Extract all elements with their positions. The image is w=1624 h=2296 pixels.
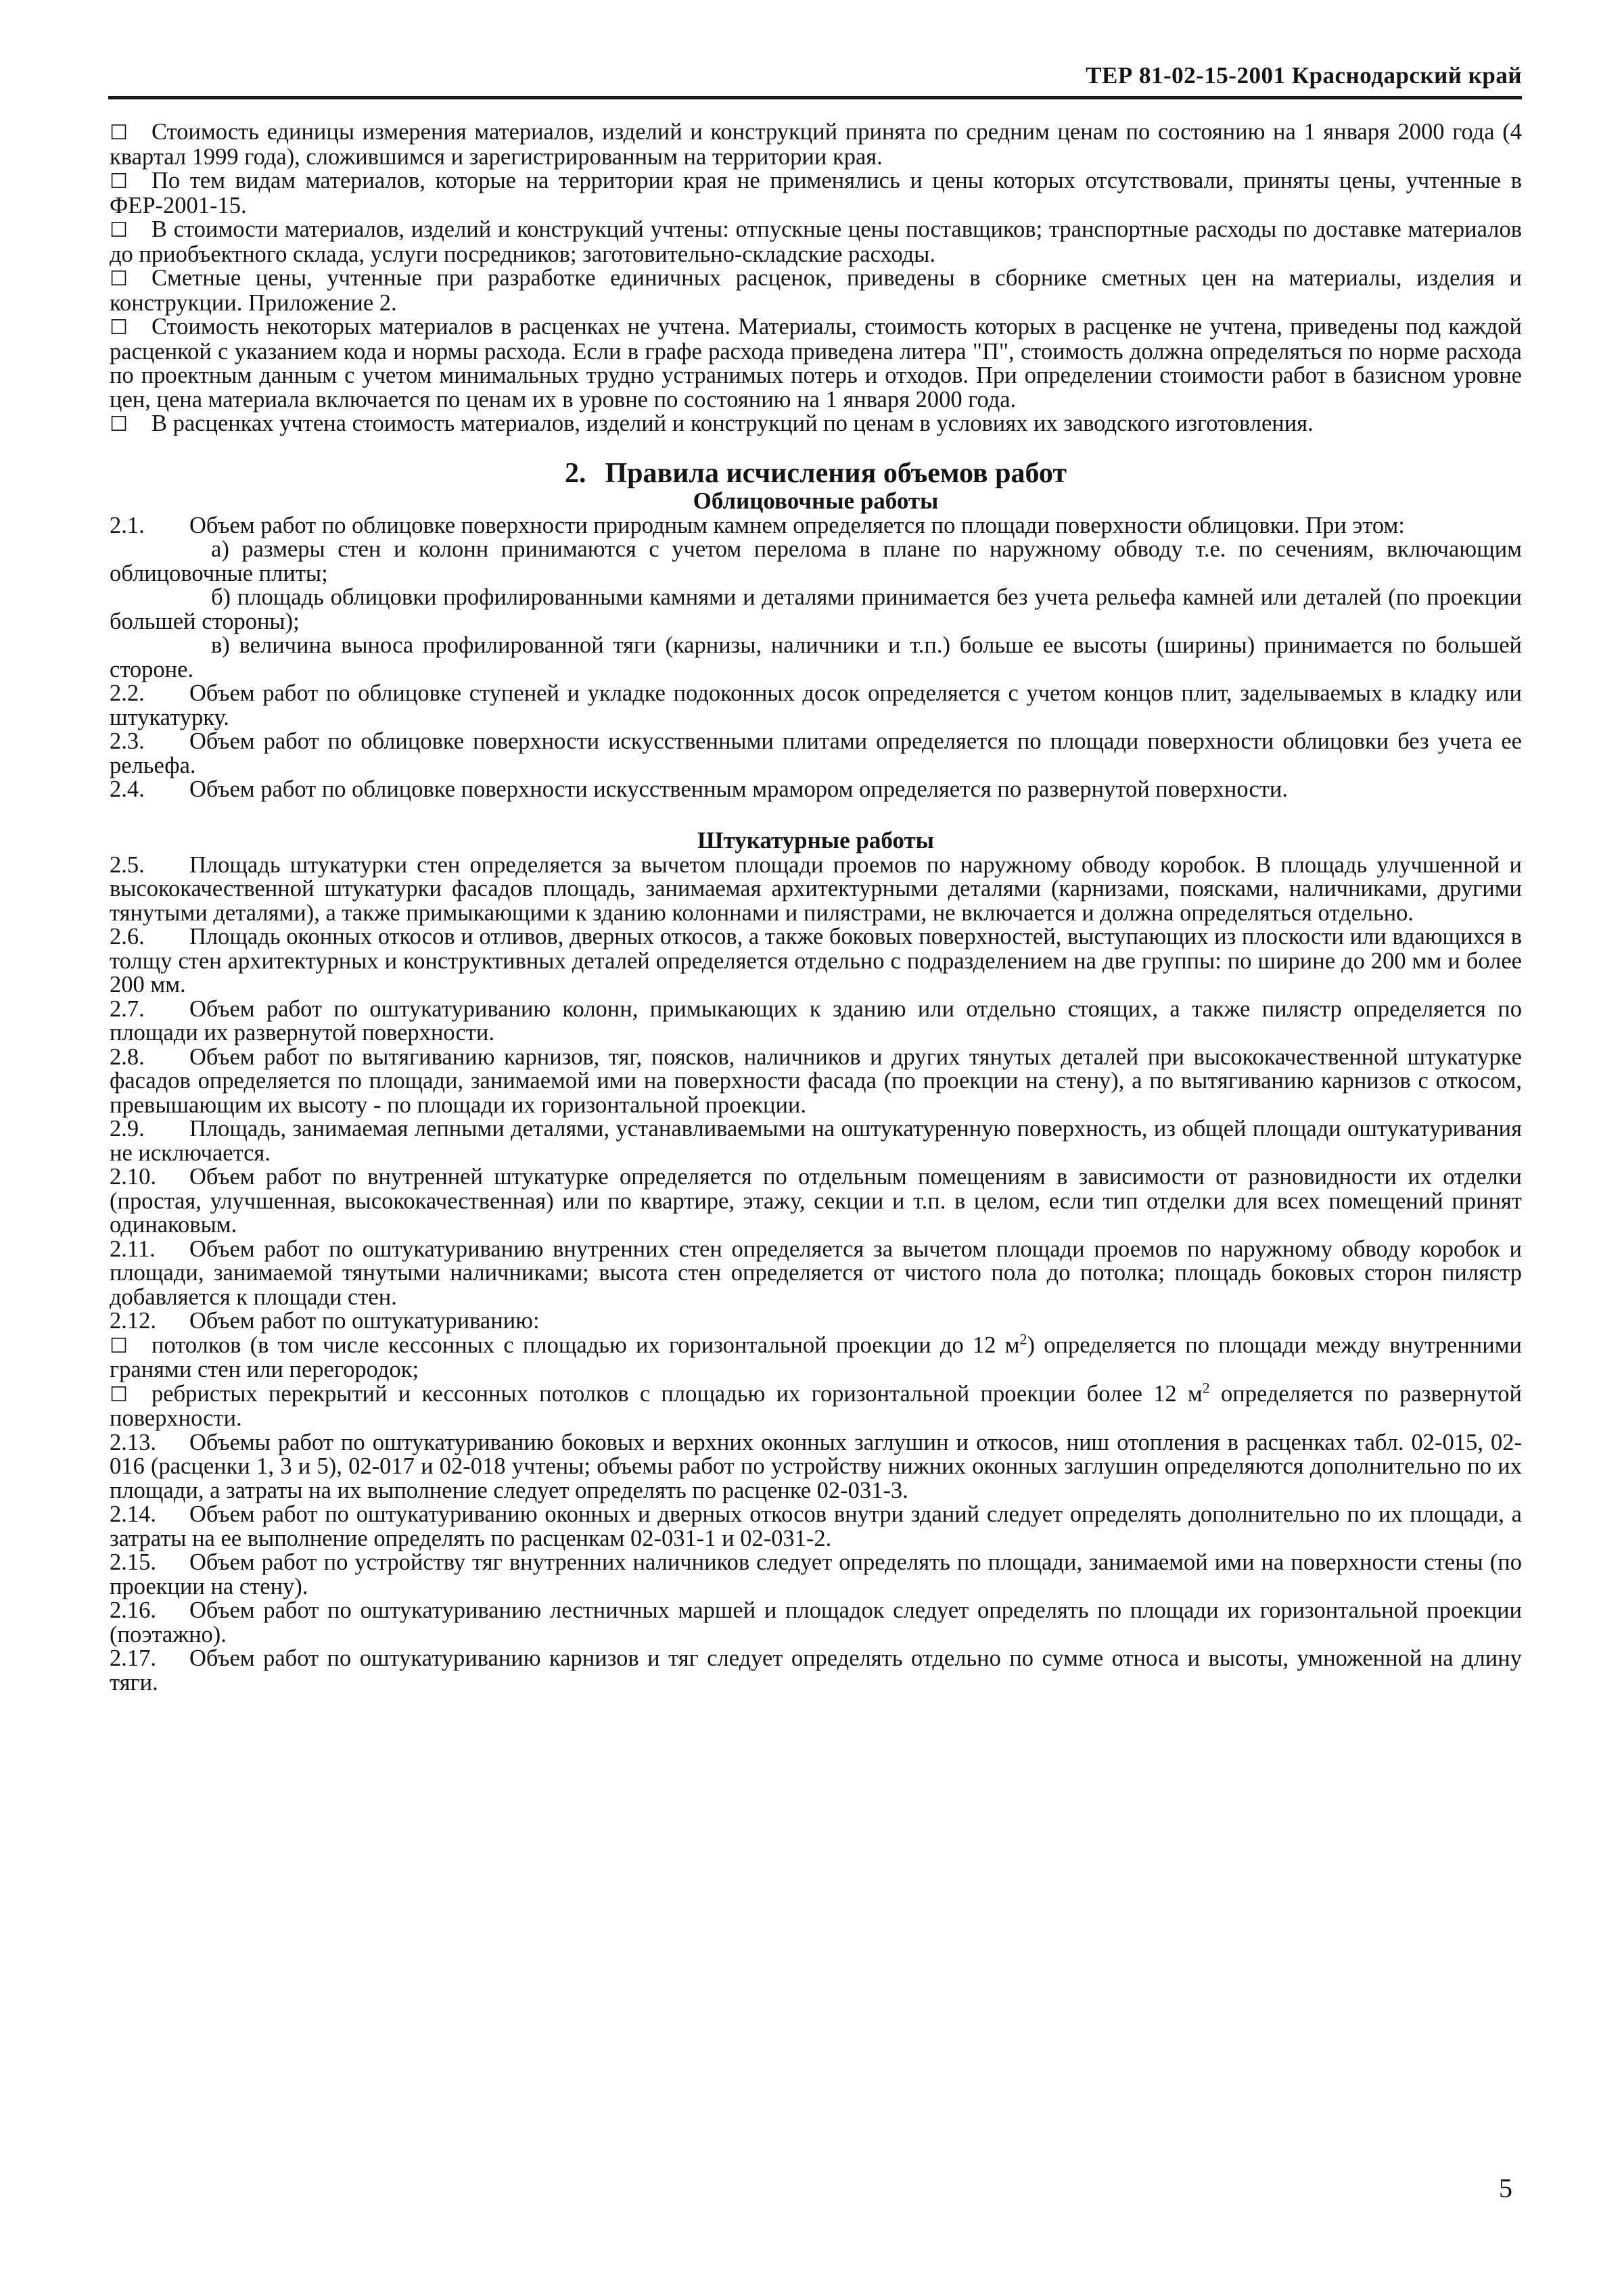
list-subitem: б) площадь облицовки профилированными камнями и деталями принимается без учета рельефа камней или деталей (по проекции большей стороны);	[110, 584, 1522, 634]
bullet-paragraph	[110, 169, 1522, 218]
bullet-text-after: ) определяется по площади между внутренними гранями стен или перегородок;	[110, 1332, 1522, 1382]
numbered-paragraph	[110, 925, 1522, 998]
numbered-paragraph	[110, 730, 1522, 778]
bullet-paragraph	[110, 412, 1522, 437]
paragraph-number: 2.13.	[110, 1429, 156, 1455]
bullet-text-before: ребристых перекрытий и кессонных потолков с площадью их горизонтальной проекции более 12 м	[152, 1380, 1203, 1407]
paragraph-text: Объем работ по оштукатуриванию:	[189, 1308, 540, 1334]
checkbox-bullet-icon: ☐	[110, 413, 128, 436]
bullet-text: По тем видам материалов, которые на территории края не применялись и цены которых отсутствовали, приняты цены, учтенные в ФЕР-2001-15.	[110, 168, 1522, 218]
paragraph-number: 2.8.	[110, 1044, 145, 1070]
numbered-paragraph	[110, 514, 1522, 538]
paragraph-number: 2.14.	[110, 1501, 156, 1527]
bullet-paragraph	[110, 315, 1522, 412]
bullet-paragraph	[110, 218, 1522, 266]
numbered-paragraph	[110, 1599, 1522, 1647]
bullet-paragraph	[110, 1379, 1522, 1431]
numbered-paragraph	[110, 1431, 1522, 1503]
checkbox-bullet-icon: ☐	[110, 267, 128, 291]
bullet-paragraph	[110, 1330, 1522, 1382]
paragraph-text: Объем работ по облицовке ступеней и укладке подоконных досок определяется с учетом концов плит, заделываемых в кладку или штукатурку.	[110, 680, 1522, 730]
page-body	[110, 120, 1522, 1695]
numbered-paragraph	[110, 1503, 1522, 1551]
numbered-paragraph	[110, 1165, 1522, 1238]
bullet-text: Стоимость единицы измерения материалов, изделий и конструкций принята по средним ценам по состоянию на 1 января 2000 года (4 квартал 1999 года), сложившимся и зарегистрированным на территории края.	[110, 119, 1522, 170]
bullet-text: В стоимости материалов, изделий и конструкций учтены: отпускные цены поставщиков; транспортные расходы по доставке материалов до приобъектного склада, услуги посредников; заготовительно-складские расходы.	[110, 216, 1522, 267]
numbered-paragraph	[110, 1117, 1522, 1165]
paragraph-text: Объем работ по оштукатуриванию карнизов и тяг следует определять отдельно по сумме относа и высоты, умноженной на длину тяги.	[110, 1645, 1522, 1695]
paragraph-text: Объем работ по оштукатуриванию внутренних стен определяется за вычетом площади проемов по наружному обводу коробок и площади, занимаемой тянутыми наличниками; высота стен определяется от чистого пола до потолка; площадь боковых сторон пилястр добавляется к площади стен.	[110, 1236, 1522, 1310]
section-heading	[110, 459, 1522, 488]
section-title: Правила исчисления объемов работ	[605, 457, 1067, 489]
paragraph-number: 2.17.	[110, 1645, 156, 1671]
paragraph-number: 2.7.	[110, 995, 145, 1022]
paragraph-text: Объем работ по внутренней штукатурке определяется по отдельным помещениям в зависимости от разновидности их отделки (простая, улучшенная, высококачественная) или по квартире, этажу, секции и т.п. в целом, если тип отделки для всех помещений принят одинаковым.	[110, 1164, 1522, 1238]
paragraph-number: 2.2.	[110, 680, 145, 706]
subsection-heading-plastering: Штукатурные работы	[697, 826, 934, 853]
page-number: 5	[1499, 2173, 1512, 2203]
bullet-text-before: потолков (в том числе кессонных с площадью их горизонтальной проекции до 12 м	[152, 1332, 1020, 1358]
paragraph-number: 2.5.	[110, 851, 145, 878]
paragraph-text: Площадь, занимаемая лепными деталями, устанавливаемыми на оштукатуренную поверхность, из общей площади оштукатуривания не исключается.	[110, 1116, 1522, 1166]
paragraph-number: 2.3.	[110, 728, 145, 754]
bullet-text: Стоимость некоторых материалов в расценках не учтена. Материалы, стоимость которых в расценке не учтена, приведены под каждой расценкой с указанием кода и нормы расхода. Если в графе расхода приведена литера "П", стоимость должна определяться по норме расхода по проектным данным с учетом минимальных трудно устранимых потерь и отходов. При определении стоимости работ в базисном уровне цен, цена материала включается по ценам их в уровне по состоянию на 1 января 2000 года.	[110, 314, 1522, 413]
numbered-paragraph	[110, 1647, 1522, 1695]
checkbox-bullet-icon: ☐	[110, 316, 128, 339]
checkbox-bullet-icon: ☐	[110, 170, 128, 193]
running-title: ТЕР 81-02-15-2001 Краснодарский край	[1086, 62, 1522, 89]
bullet-paragraph	[110, 120, 1522, 169]
paragraph-number: 2.12.	[110, 1308, 156, 1334]
paragraph-number: 2.11.	[110, 1236, 156, 1262]
paragraph-number: 2.1.	[110, 512, 145, 538]
bullet-text-after: определяется по развернутой поверхности.	[110, 1380, 1522, 1431]
paragraph-text: Объем работ по оштукатуриванию колонн, примыкающих к зданию или отдельно стоящих, а также пилястр определяется по площади их развернутой поверхности.	[110, 995, 1522, 1046]
numbered-paragraph	[110, 682, 1522, 730]
superscript: 2	[1202, 1379, 1210, 1396]
paragraph-text: Объем работ по вытягиванию карнизов, тяг, поясков, наличников и других тянутых деталей при высококачественной штукатурке фасадов определяется по площади, занимаемой ими на поверхности фасада (по проекции на стену), а по вытягиванию карнизов с откосом, превышающим их высоту - по площади их горизонтальной проекции.	[110, 1044, 1522, 1118]
numbered-paragraph	[110, 1309, 1522, 1334]
list-subitem: а) размеры стен и колонн принимаются с учетом перелома в плане по наружному обводу т.е. по сечениям, включающим облицовочные плиты;	[110, 536, 1522, 586]
paragraph-number: 2.10.	[110, 1164, 156, 1190]
paragraph-text: Объемы работ по оштукатуриванию боковых и верхних оконных заглушин и откосов, ниш отопления в расценках табл. 02-015, 02-016 (расценки 1, 3 и 5), 02-017 и 02-018 учтены; объемы работ по устройству нижних оконных заглушин определяются дополнительно по их площади, а затраты на их выполнение следует определять по расценке 02-031-3.	[110, 1429, 1522, 1503]
bullet-text: В расценках учтена стоимость материалов, изделий и конструкций по ценам в условиях их заводского изготовления.	[152, 411, 1314, 436]
paragraph-number: 2.15.	[110, 1549, 156, 1575]
running-header	[108, 62, 1522, 99]
paragraph-text: Объем работ по оштукатуриванию оконных и дверных откосов внутри зданий следует определять дополнительно по их площади, а затраты на ее выполнение определять по расценкам 02-031-1 и 02-031-2.	[110, 1501, 1522, 1551]
section-number: 2.	[565, 457, 586, 489]
bullet-text: Сметные цены, учтенные при разработке единичных расценок, приведены в сборнике сметных цен на материалы, изделия и конструкции. Приложение 2.	[110, 265, 1522, 316]
paragraph-text: Объем работ по оштукатуриванию лестничных маршей и площадок следует определять по площади их горизонтальной проекции (поэтажно).	[110, 1597, 1522, 1647]
paragraph-number: 2.9.	[110, 1116, 145, 1142]
numbered-paragraph	[110, 853, 1522, 926]
checkbox-bullet-icon: ☐	[110, 1334, 128, 1358]
paragraph-text: Объем работ по устройству тяг внутренних наличников следует определять по площади, занимаемой ими на поверхности стены (по проекции на стену).	[110, 1549, 1522, 1599]
superscript: 2	[1019, 1330, 1027, 1347]
numbered-paragraph	[110, 778, 1522, 802]
paragraph-number: 2.4.	[110, 776, 145, 802]
numbered-paragraph	[110, 1551, 1522, 1599]
paragraph-text: Объем работ по облицовке поверхности искусственными плитами определяется по площади поверхности облицовки без учета ее рельефа.	[110, 728, 1522, 778]
list-subitem: в) величина выноса профилированной тяги (карнизы, наличники и т.п.) больше ее высоты (ширины) принимается по большей стороне.	[110, 632, 1522, 682]
paragraph-number: 2.16.	[110, 1597, 156, 1623]
paragraph-text: Объем работ по облицовке поверхности природным камнем определяется по площади поверхности облицовки. При этом:	[189, 512, 1405, 538]
checkbox-bullet-icon: ☐	[110, 218, 128, 242]
bullet-paragraph	[110, 266, 1522, 315]
checkbox-bullet-icon: ☐	[110, 121, 128, 145]
paragraph-text: Площадь оконных откосов и отливов, дверных откосов, а также боковых поверхностей, выступающих из плоскости или вдающихся в толщу стен архитектурных и конструктивных деталей определяется отдельно с подразделением на две группы: по ширине до 200 мм и более 200 мм.	[110, 924, 1522, 998]
numbered-paragraph	[110, 1046, 1522, 1118]
paragraph-text: Площадь штукатурки стен определяется за вычетом площади проемов по наружному обводу коробок. В площадь улучшенной и высококачественной штукатурки фасадов площадь, занимаемая архитектурными деталями (карнизами, поясками, наличниками, другими тянутыми деталями), а также примыкающими к зданию колоннами и пилястрами, не включается и должна определяться отдельно.	[110, 851, 1522, 926]
numbered-paragraph	[110, 995, 1522, 1046]
paragraph-text: Объем работ по облицовке поверхности искусственным мрамором определяется по развернутой поверхности.	[189, 776, 1288, 802]
numbered-paragraph	[110, 1238, 1522, 1310]
checkbox-bullet-icon: ☐	[110, 1382, 128, 1407]
paragraph-number: 2.6.	[110, 924, 145, 950]
subsection-heading-facing: Облицовочные работы	[693, 487, 939, 514]
